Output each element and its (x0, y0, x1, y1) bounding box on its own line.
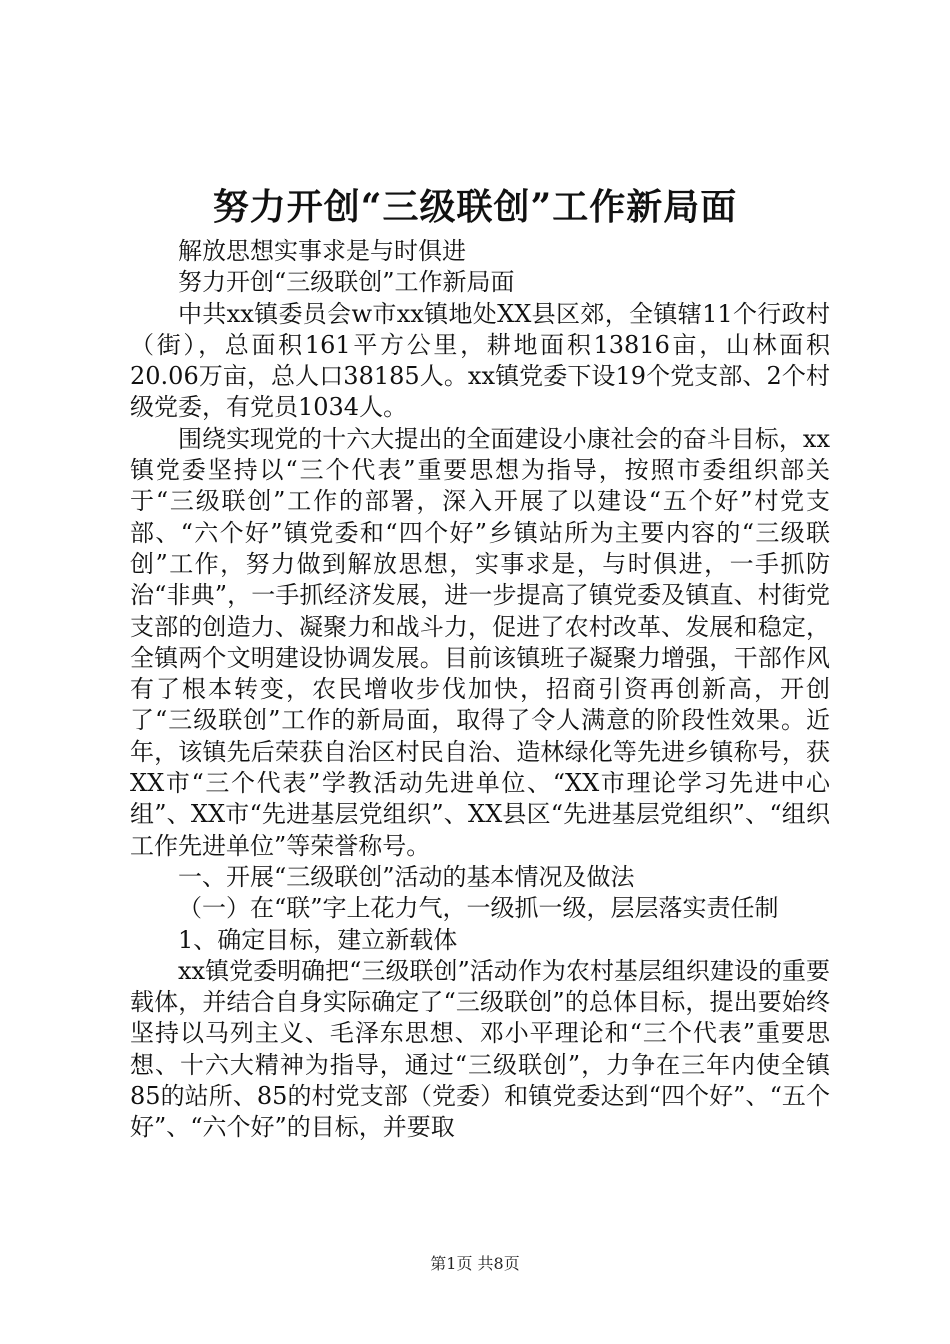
paragraph-overview: 中共xx镇委员会w市xx镇地处XX县区郊，全镇辖11个行政村（街），总面积161平方公里，耕地面积13816亩，山林面积20.06万亩，总人口38185人。xx镇党委下设19个党支部、2个村级党委，有党员1034人。 (130, 299, 830, 422)
document-body (130, 236, 830, 1144)
section-heading-1: 一、开展“三级联创”活动的基本情况及做法 (178, 862, 635, 891)
page-footer (0, 1254, 950, 1274)
paragraph-achievements: 围绕实现党的十六大提出的全面建设小康社会的奋斗目标，xx镇党委坚持以“三个代表”重要思想为指导，按照市委组织部关于“三级联创”工作的部署，深入开展了以建设“五个好”村党支部、“六个好”镇党委和“四个好”乡镇站所为主要内容的“三级联创”工作，努力做到解放思想，实事求是，与时俱进，一手抓防治“非典”，一手抓经济发展，进一步提高了镇党委及镇直、村街党支部的创造力、凝聚力和战斗力，促进了农村改革、发展和稳定，全镇两个文明建设协调发展。目前该镇班子凝聚力增强，干部作风有了根本转变，农民增收步伐加快，招商引资再创新高，开创了“三级联创”工作的新局面，取得了令人满意的阶段性效果。近年，该镇先后荣获自治区村民自治、造林绿化等先进乡镇称号，获XX市“三个代表”学教活动先进单位、“XX市理论学习先进中心组”、XX市“先进基层党组织”、XX县区“先进基层党组织”、“组织工作先进单位”等荣誉称号。 (130, 424, 830, 860)
page-indicator: 第1页 共8页 (430, 1254, 520, 1273)
subsection-heading-1: （一）在“联”字上花力气，一级抓一级，层层落实责任制 (178, 894, 779, 923)
item-heading-1: 1、确定目标，建立新载体 (178, 925, 458, 954)
paragraph-subtitle-2: 努力开创“三级联创”工作新局面 (178, 268, 515, 297)
document-title: 努力开创“三级联创”工作新局面 (212, 186, 738, 228)
paragraph-goals: xx镇党委明确把“三级联创”活动作为农村基层组织建设的重要载体，并结合自身实际确定了“三级联创”的总体目标，提出要始终坚持以马列主义、毛泽东思想、邓小平理论和“三个代表”重要思想、十六大精神为指导，通过“三级联创”，力争在三年内使全镇85的站所、85的村党支部（党委）和镇党委达到“四个好”、“五个好”、“六个好”的目标，并要取 (130, 956, 830, 1142)
paragraph-subtitle-1: 解放思想实事求是与时俱进 (178, 237, 466, 265)
